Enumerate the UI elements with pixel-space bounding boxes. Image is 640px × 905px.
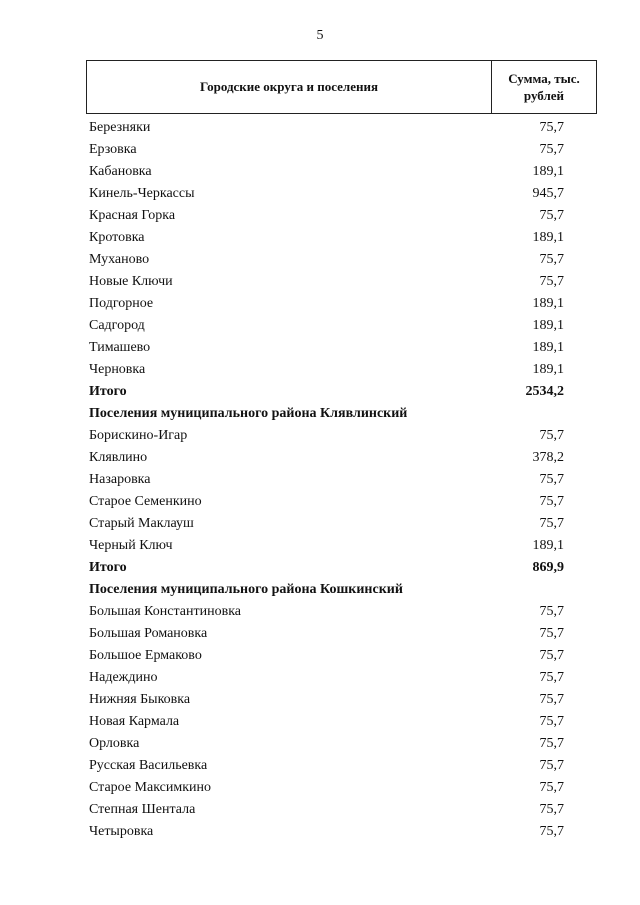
amount-value: 75,7 [539,824,564,839]
amount-value: 869,9 [532,560,564,575]
settlement-name: Клявлино [89,450,148,465]
settlement-name: Черный Ключ [89,538,173,553]
table-row [89,621,564,643]
table-row [89,599,564,621]
amount-value: 75,7 [539,714,564,729]
section-title: Поселения муниципального района Кошкинский [89,582,403,597]
settlement-name: Тимашево [89,340,151,355]
amount-value: 75,7 [539,780,564,795]
settlement-name: Красная Горка [89,208,176,223]
table-row [89,467,564,489]
settlement-name: Старый Маклауш [89,516,194,531]
settlement-name: Надеждино [89,670,158,685]
amount-value: 75,7 [539,626,564,641]
total-row [89,379,564,401]
header-sum-line2: рублей [523,88,565,103]
table-row [89,291,564,313]
table-row [89,665,564,687]
table-row [89,819,564,841]
amount-value: 75,7 [539,142,564,157]
table-row [89,489,564,511]
header-sum-column [491,61,596,113]
table-row [89,357,564,379]
table-row [89,775,564,797]
settlement-name: Большое Ермаково [89,648,202,663]
amount-value: 75,7 [539,758,564,773]
settlement-name: Старое Семенкино [89,494,202,509]
table-row [89,159,564,181]
table-row [89,687,564,709]
table-row [89,423,564,445]
table-row [89,445,564,467]
table-row [89,247,564,269]
settlement-name: Муханово [89,252,150,267]
settlement-name: Степная Шентала [89,802,196,817]
settlement-name: Черновка [89,362,146,377]
settlement-name: Русская Васильевка [89,758,208,773]
amount-value: 75,7 [539,274,564,289]
table-row [89,335,564,357]
amount-value: 75,7 [539,802,564,817]
settlement-name: Садгород [89,318,145,333]
section-heading-row [89,401,564,423]
amount-value: 945,7 [532,186,564,201]
settlement-name: Итого [89,560,127,575]
amount-value: 75,7 [539,494,564,509]
settlement-name: Старое Максимкино [89,780,212,795]
amount-value: 75,7 [539,472,564,487]
amount-value: 189,1 [532,538,564,553]
table-row [89,313,564,335]
amount-value: 189,1 [532,340,564,355]
header-sum-label [508,70,580,104]
settlement-name: Большая Константиновка [89,604,242,619]
table-row [89,753,564,775]
amount-value: 75,7 [539,516,564,531]
settlement-name: Борискино-Игар [89,428,188,443]
table-header [86,60,597,114]
header-name-column: Городские округа и поселения [199,79,379,94]
table-row [89,709,564,731]
table-row [89,797,564,819]
table-row [89,203,564,225]
settlement-name: Нижняя Быковка [89,692,191,707]
table-row [89,533,564,555]
table-row [89,181,564,203]
amount-value: 75,7 [539,736,564,751]
section-title: Поселения муниципального района Клявлинский [89,406,408,421]
amount-value: 189,1 [532,362,564,377]
amount-value: 75,7 [539,648,564,663]
table-row [89,643,564,665]
settlement-name: Кротовка [89,230,145,245]
settlement-name: Кабановка [89,164,152,179]
amount-value: 378,2 [532,450,564,465]
table-row [89,225,564,247]
header-sum-line1: Сумма, тыс. [508,71,580,86]
settlement-name: Большая Романовка [89,626,208,641]
amount-value: 75,7 [539,670,564,685]
settlement-name: Подгорное [89,296,154,311]
amount-value: 189,1 [532,230,564,245]
table-body [89,115,564,841]
amount-value: 75,7 [539,120,564,135]
settlement-name: Ерзовка [89,142,137,157]
settlement-name: Орловка [89,736,140,751]
table-row [89,269,564,291]
settlement-name: Новая Кармала [89,714,180,729]
page-number: 5 [316,28,324,43]
amount-value: 189,1 [532,318,564,333]
amount-value: 75,7 [539,208,564,223]
amount-value: 75,7 [539,428,564,443]
table-row [89,511,564,533]
table-row [89,115,564,137]
table-row [89,137,564,159]
settlement-name: Кинель-Черкассы [89,186,195,201]
settlement-name: Итого [89,384,127,399]
settlement-name: Назаровка [89,472,151,487]
amount-value: 189,1 [532,296,564,311]
settlement-name: Четыровка [89,824,154,839]
settlement-name: Березняки [89,120,151,135]
section-heading-row [89,577,564,599]
settlement-name: Новые Ключи [89,274,173,289]
table-row [89,731,564,753]
amount-value: 75,7 [539,252,564,267]
amount-value: 75,7 [539,604,564,619]
amount-value: 2534,2 [525,384,564,399]
amount-value: 189,1 [532,164,564,179]
amount-value: 75,7 [539,692,564,707]
total-row [89,555,564,577]
